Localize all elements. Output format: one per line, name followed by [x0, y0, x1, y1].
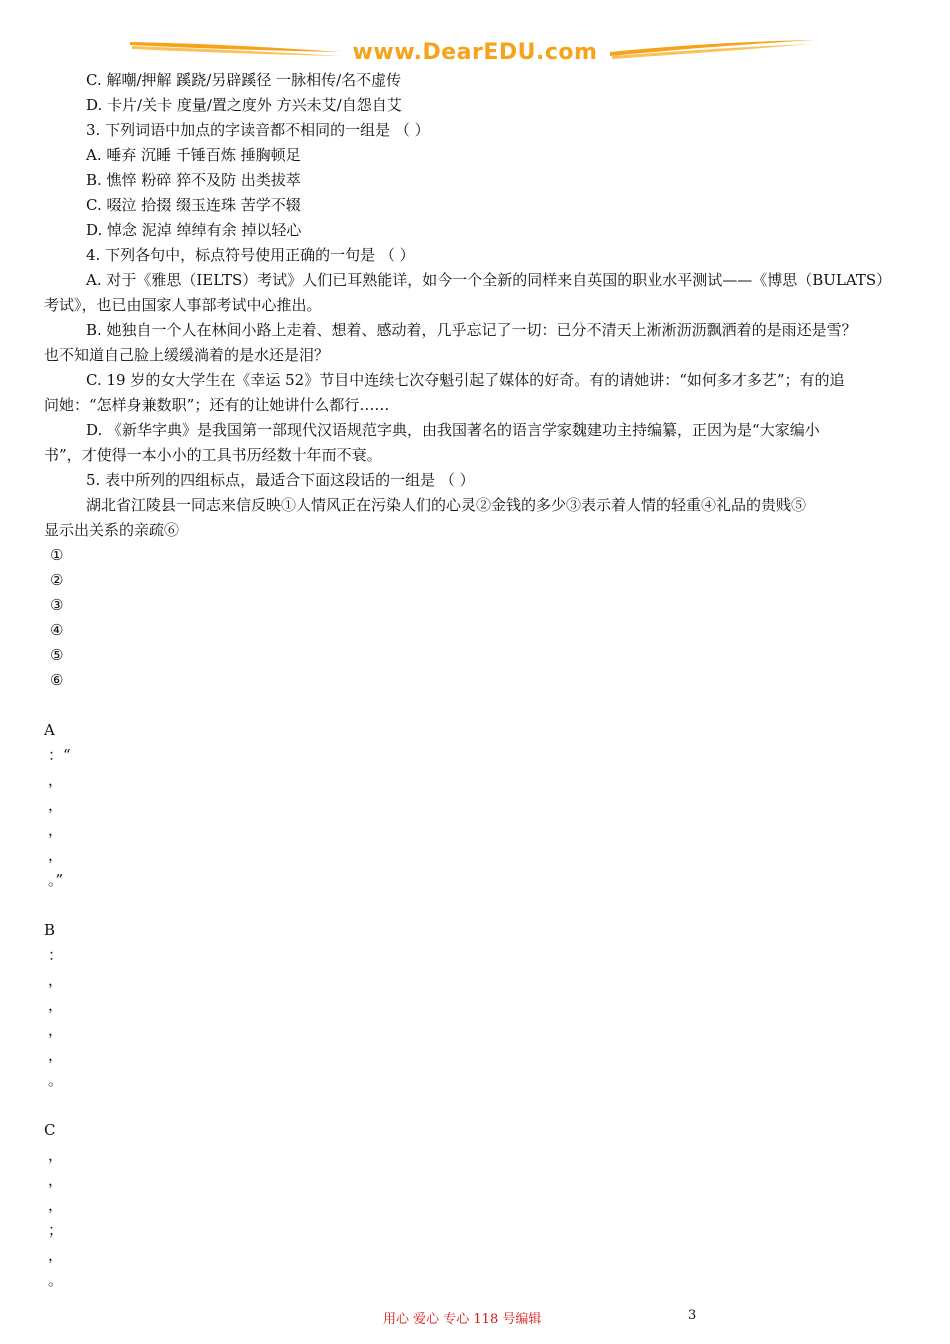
option-c-mark: ， — [48, 1196, 64, 1214]
q4-option-d-line2: 书”，才使得一本小小的工具书历经数十年而不衰。 — [44, 446, 382, 464]
q5-stem: 5. 表中所列的四组标点，最适合下面这段话的一组是 （ ） — [86, 471, 475, 489]
q5-passage-line2: 显示出关系的亲疏⑥ — [44, 521, 180, 539]
table-row-label: ⑥ — [50, 671, 64, 689]
option-a-mark: 。” — [48, 871, 64, 889]
q3-option-a: A. 唾弃 沉睡 千锤百炼 捶胸顿足 — [86, 146, 301, 164]
option-c-mark: ； — [48, 1221, 64, 1239]
option-a-mark: ， — [48, 796, 64, 814]
q4-option-a-line2: 考试》，也已由国家人事部考试中心推出。 — [44, 296, 322, 314]
option-a-mark: ， — [48, 821, 64, 839]
option-a-mark: ， — [48, 846, 64, 864]
q4-option-c-line1: C. 19 岁的女大学生在《幸运 52》节目中连续七次夺魁引起了媒体的好奇。有的请她讲：“如何多才多艺”；有的追 — [86, 371, 845, 389]
q4-option-b-line2: 也不知道自己脸上缓缓淌着的是水还是泪？ — [44, 346, 330, 364]
q3-option-c: C. 啜泣 拾掇 缀玉连珠 苦学不辍 — [86, 196, 301, 214]
option-c-mark: ， — [48, 1171, 64, 1189]
option-b-mark: ： — [48, 946, 64, 964]
q3-option-b: B. 憔悴 粉碎 猝不及防 出类拔萃 — [86, 171, 301, 189]
option-a-mark: ：“ — [48, 746, 71, 764]
option-c-mark: ， — [48, 1146, 64, 1164]
option-c-mark: ， — [48, 1246, 64, 1264]
page-number: 3 — [688, 1308, 697, 1323]
table-row-label: ② — [50, 571, 64, 589]
q4-option-d-line1: D. 《新华字典》是我国第一部现代汉语规范字典，由我国著名的语言学家魏建功主持编纂，正因为是“大家编小 — [86, 421, 820, 439]
option-a-mark: ， — [48, 771, 64, 789]
option-b-mark: ， — [48, 1046, 64, 1064]
q4-option-c-line2: 问她：“怎样身兼数职”；还有的让她讲什么都行…… — [44, 396, 390, 414]
site-brand-logo: www.DearEDU.com — [352, 40, 598, 65]
option-b-label: B — [44, 921, 56, 939]
footer-slogan: 用心 爱心 专心 118 号编辑 — [383, 1312, 542, 1327]
q5-passage-line1: 湖北省江陵县一同志来信反映①人情风正在污染人们的心灵②金钱的多少③表示着人情的轻重④礼品的贵贱⑤ — [86, 496, 807, 514]
table-row-label: ③ — [50, 596, 64, 614]
option-c-label: C — [44, 1121, 56, 1139]
q4-stem: 4. 下列各句中，标点符号使用正确的一句是 （ ） — [86, 246, 415, 264]
q2-option-d: D. 卡片/关卡 度量/置之度外 方兴未艾/自怨自艾 — [86, 96, 402, 114]
option-a-label: A — [44, 721, 55, 739]
table-row-label: ① — [50, 546, 64, 564]
table-row-label: ④ — [50, 621, 64, 639]
q4-option-b-line1: B. 她独自一个人在林间小路上走着、想着、感动着，几乎忘记了一切：已分不清天上淅淅沥沥飘洒着的是雨还是雪？ — [86, 321, 857, 339]
site-header — [0, 30, 950, 70]
option-c-mark: 。 — [48, 1271, 64, 1289]
option-b-mark: 。 — [48, 1071, 64, 1089]
q3-option-d: D. 悼念 泥淖 绰绰有余 掉以轻心 — [86, 221, 302, 239]
q2-option-c: C. 解嘲/押解 蹊跷/另辟蹊径 一脉相传/名不虚传 — [86, 71, 402, 89]
option-b-mark: ， — [48, 996, 64, 1014]
q3-stem: 3. 下列词语中加点的字读音都不相同的一组是 （ ） — [86, 121, 430, 139]
option-b-mark: ， — [48, 971, 64, 989]
option-b-mark: ， — [48, 1021, 64, 1039]
table-row-label: ⑤ — [50, 646, 64, 664]
q4-option-a-line1: A. 对于《雅思（IELTS）考试》人们已耳熟能详，如今一个全新的同样来自英国的职业水平测试——《博思（BULATS） — [86, 271, 892, 289]
